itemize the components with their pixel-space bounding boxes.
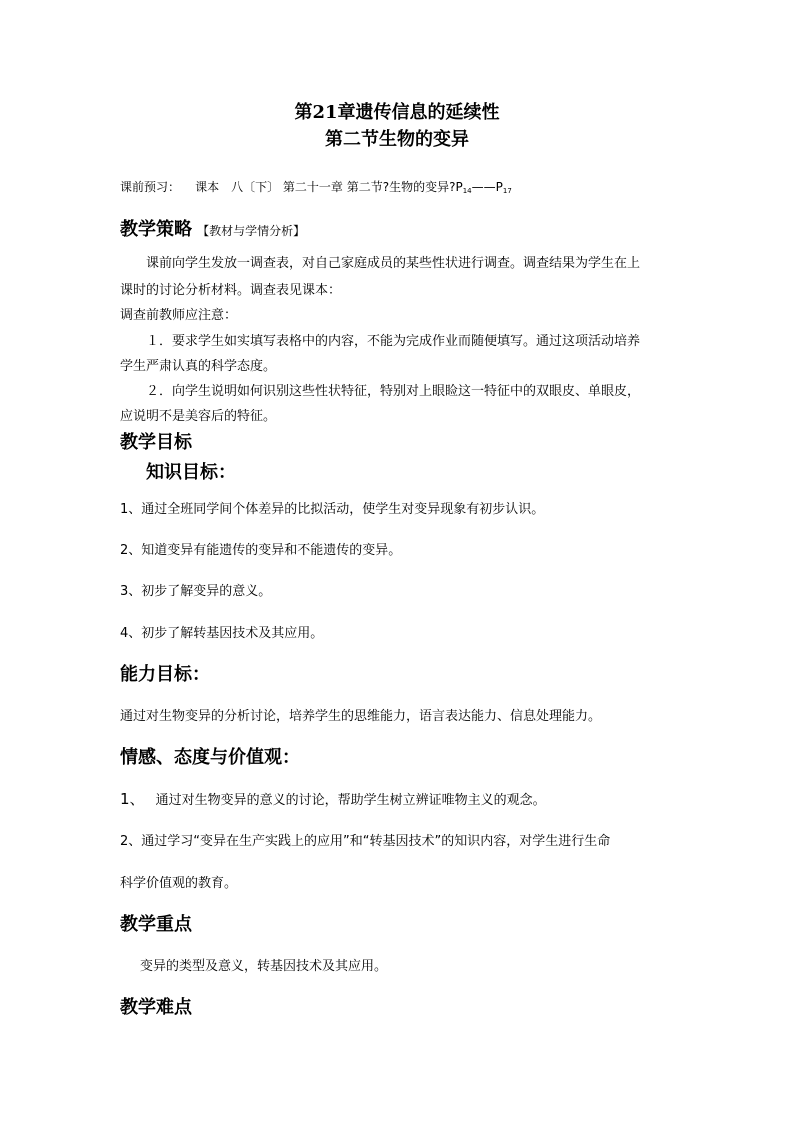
strategy-para1-line1: 课前向学生发放一调查表，对自己家庭成员的某些性状进行调查。调查结果为学生在上 xyxy=(146,256,641,271)
strategy-item1-line2: 学生严肃认真的科学态度。 xyxy=(120,359,277,374)
emotion-item-2-line2: 科学价值观的教育。 xyxy=(120,876,238,891)
difficulties-heading: 教学难点 xyxy=(120,997,192,1018)
strategy-item1-line1: １．要求学生如实填写表格中的内容，不能为完成作业而随便填写。通过这项活动培养 xyxy=(146,334,641,349)
preview-page-end: 17 xyxy=(502,187,512,195)
emotion-item-1-number: 1、 xyxy=(120,790,145,808)
strategy-heading: 教学策略 xyxy=(120,219,192,240)
emotion-item-2-line1: 2、通过学习“变异在生产实践上的应用”和“转基因技术”的知识内容，对学生进行生命 xyxy=(120,834,611,849)
preview-line xyxy=(120,176,512,195)
strategy-heading-note: 【教材与学情分析】 xyxy=(197,224,306,238)
knowledge-item-4: 4、初步了解转基因技术及其应用。 xyxy=(120,626,324,641)
strategy-notice: 调查前教师应注意： xyxy=(120,308,238,323)
knowledge-item-1: 1、通过全班同学间个体差异的比拟活动，使学生对变异现象有初步认识。 xyxy=(120,502,545,517)
preview-dash: ——P xyxy=(471,180,503,194)
objectives-heading: 教学目标 xyxy=(120,432,192,453)
strategy-heading-line xyxy=(120,215,305,241)
preview-text: 课本 八〔下〕 第二十一章 第二节?生物的变异?P xyxy=(195,180,463,194)
knowledge-item-2: 2、知道变异有能遗传的变异和不能遗传的变异。 xyxy=(120,543,402,558)
knowledge-heading: 知识目标： xyxy=(146,462,236,483)
strategy-item2-line1: ２．向学生说明如何识别这些性状特征，特别对上眼睑这一特征中的双眼皮、单眼皮， xyxy=(146,384,641,399)
preview-label: 课前预习： xyxy=(120,180,181,194)
ability-heading: 能力目标： xyxy=(120,664,210,685)
emotion-item-1 xyxy=(120,788,546,809)
knowledge-item-3: 3、初步了解变异的意义。 xyxy=(120,584,272,599)
section-title: 第二节生物的变异 xyxy=(325,129,469,150)
emotion-item-1-text: 通过对生物变异的意义的讨论，帮助学生树立辨证唯物主义的观念。 xyxy=(155,793,546,808)
ability-text: 通过对生物变异的分析讨论，培养学生的思维能力，语言表达能力、信息处理能力。 xyxy=(120,709,602,724)
key-points-heading: 教学重点 xyxy=(120,914,192,935)
strategy-item2-line2: 应说明不是美容后的特征。 xyxy=(120,409,277,424)
document-title: 第21章遗传信息的延续性 xyxy=(294,102,500,123)
preview-page-start: 14 xyxy=(462,187,472,195)
emotion-heading: 情感、态度与价值观： xyxy=(120,747,300,768)
key-points-text: 变异的类型及意义，转基因技术及其应用。 xyxy=(140,959,388,974)
strategy-para1-line2: 课时的讨论分析材料。调查表见课本： xyxy=(120,283,342,298)
